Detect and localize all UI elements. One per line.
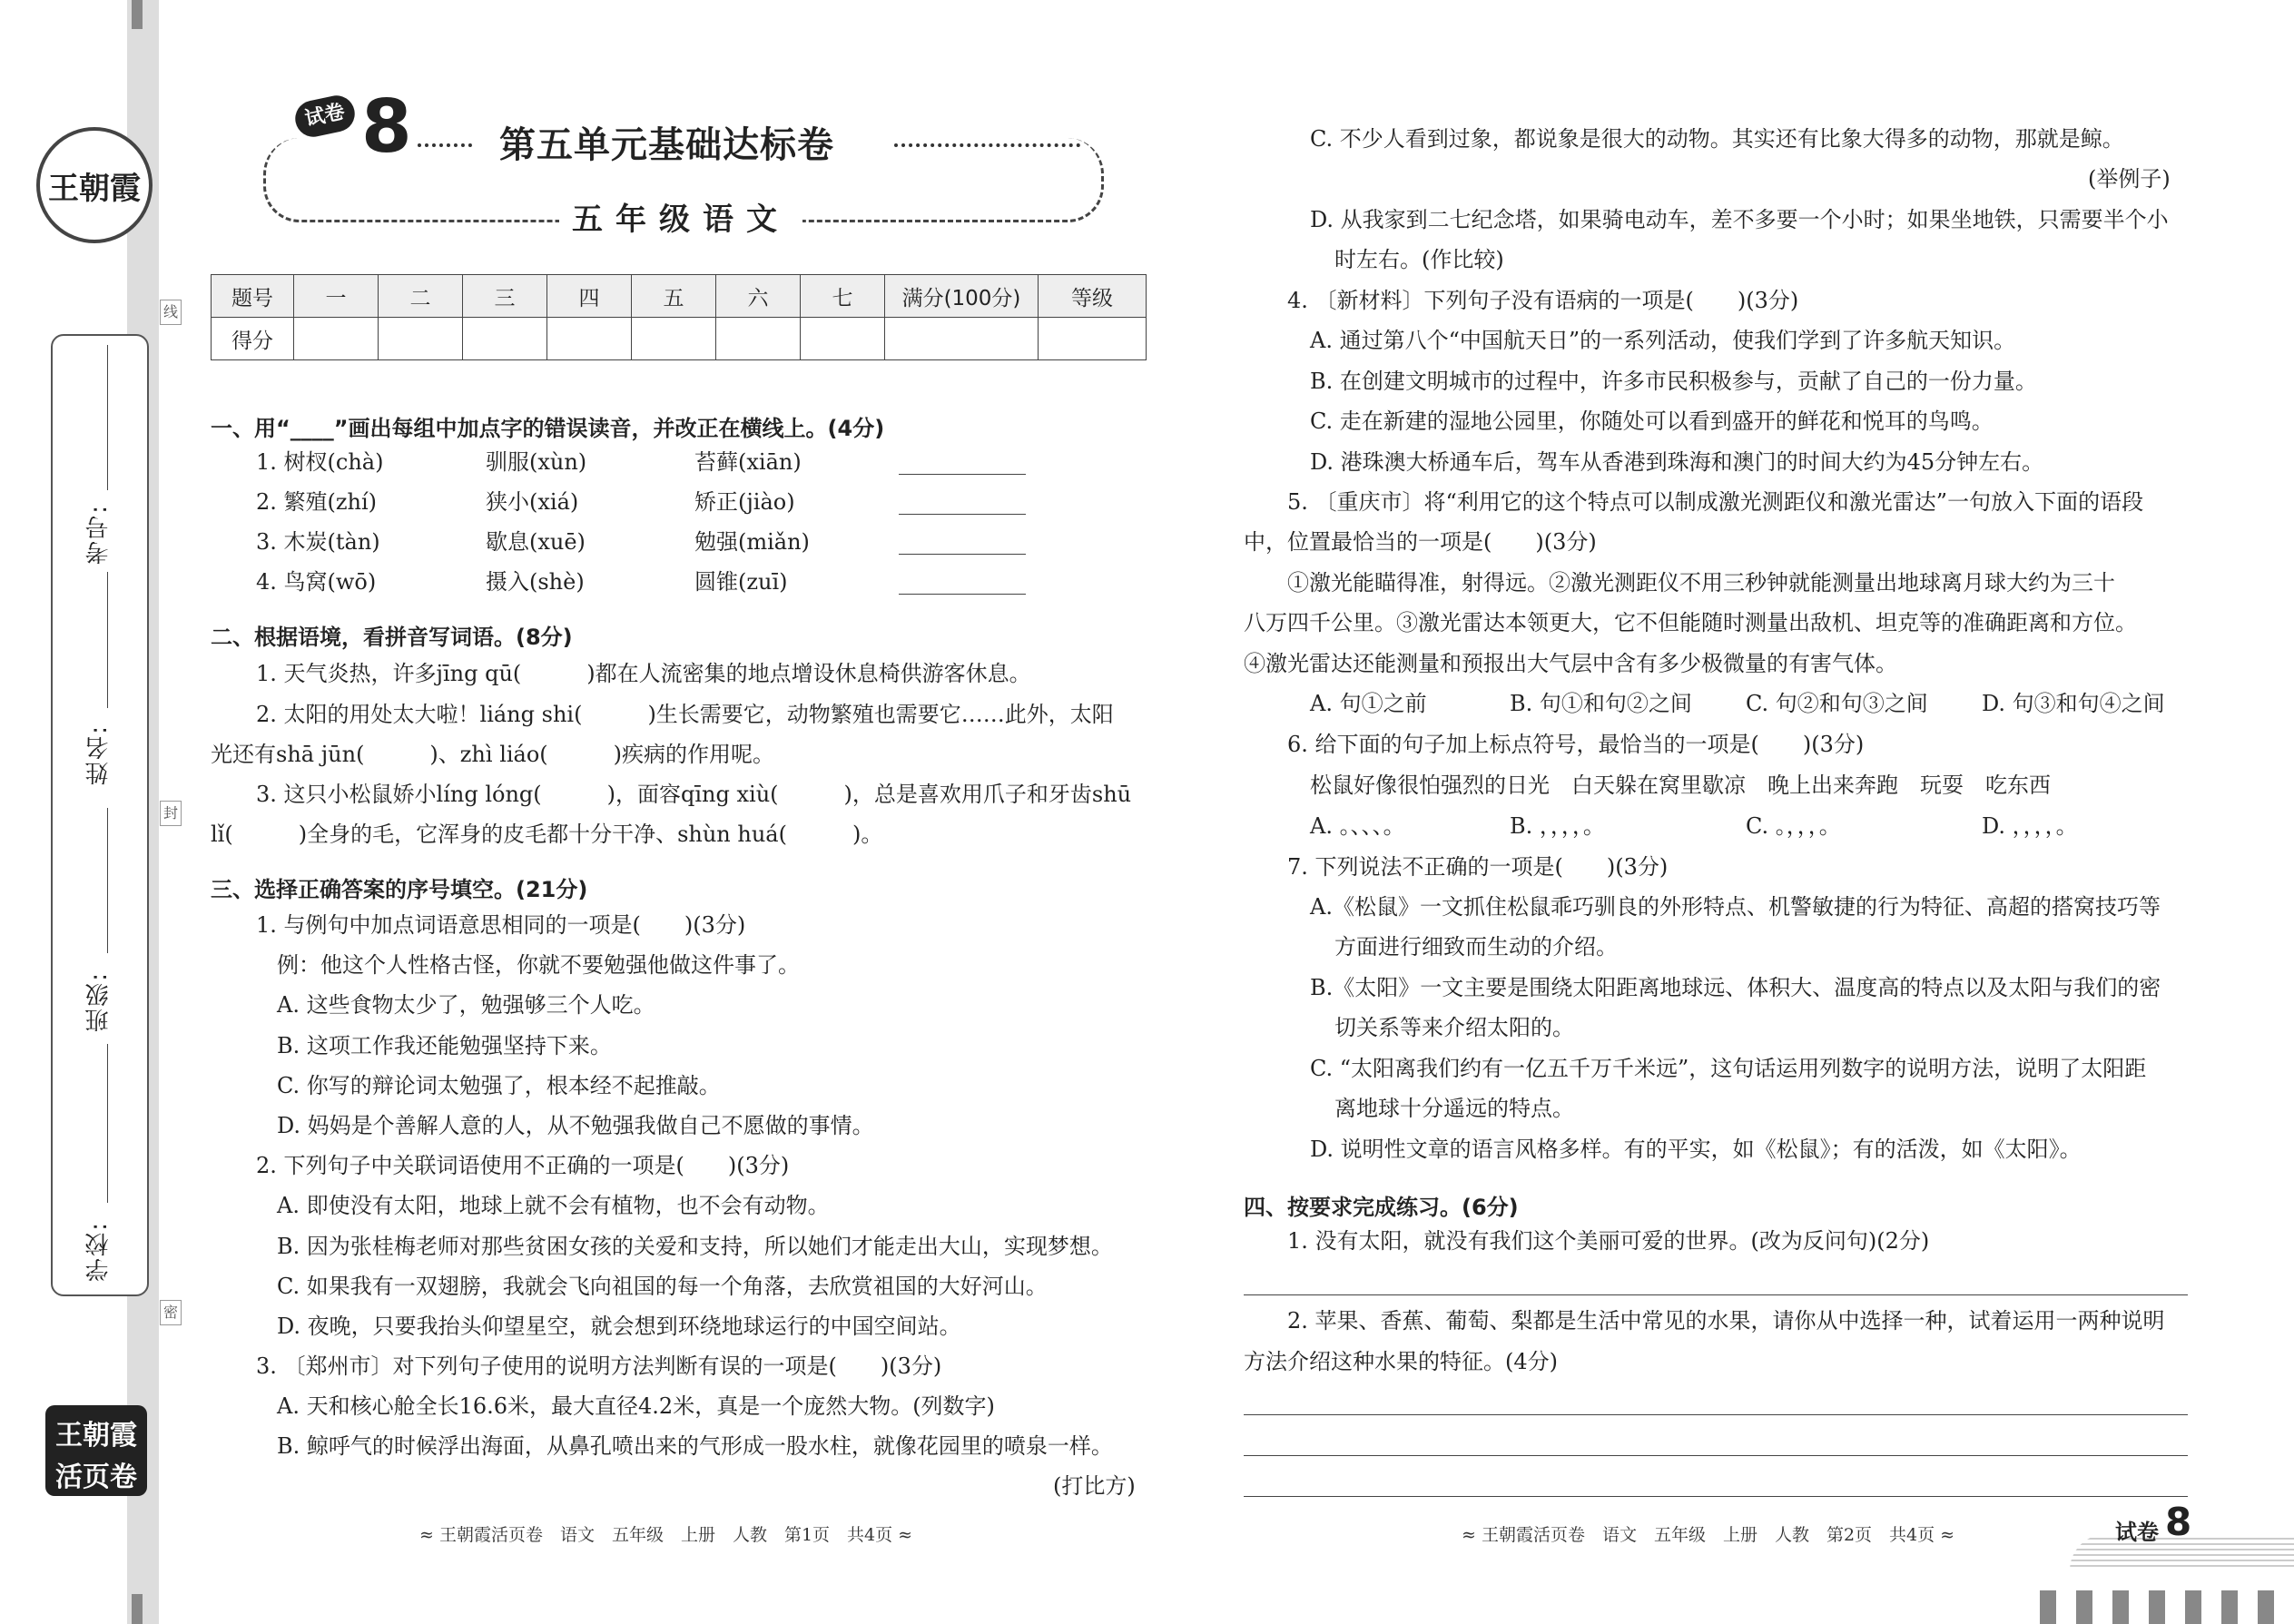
s3-line: B. 这项工作我还能勉强坚持下来。 <box>277 1033 612 1058</box>
brand-series: 活页卷 <box>55 1462 137 1493</box>
answer-line[interactable] <box>1244 1496 2188 1497</box>
score-input-cell[interactable] <box>885 318 1039 360</box>
r-line: 中，位置最恰当的一项是( )(3分) <box>1244 529 1597 555</box>
score-header-row <box>212 275 1147 318</box>
s2-line: lǐ( )全身的毛，它浑身的皮毛都十分干净、shùn huá( )。 <box>211 822 883 847</box>
s1-item: 1. 树杈(chà) <box>256 449 384 475</box>
s1-item: 狭小(xiá) <box>486 489 579 515</box>
name-line <box>107 572 108 708</box>
section-1-title: 一、用“____”画出每组中加点字的错误读音，并改正在横线上。(4分) <box>211 416 885 441</box>
title-dots-left <box>418 143 472 147</box>
r-line: ④激光雷达还能测量和预报出大气层中含有多少极微量的有害气体。 <box>1244 651 1897 676</box>
section-4-title: 四、按要求完成练习。(6分) <box>1244 1195 1519 1220</box>
answer-line[interactable] <box>1244 1414 2188 1415</box>
cell-header: 六 <box>716 275 801 318</box>
q6-option-b: B. ，，，，。 <box>1510 813 1605 839</box>
paper-number: 8 <box>361 84 412 169</box>
cell-header: 三 <box>463 275 547 318</box>
cell-header: 一 <box>294 275 379 318</box>
cell-header: 五 <box>632 275 716 318</box>
r-line: 7. 下列说法不正确的一项是( )(3分) <box>1287 854 1669 880</box>
r-line: 松鼠好像很怕强烈的日光 白天躲在窝里歇凉 晚上出来奔跑 玩耍 吃东西 <box>1310 773 2051 798</box>
margin-bottom-bar <box>132 1594 143 1624</box>
s1-item: 4. 鸟窝(wō) <box>256 569 377 595</box>
answer-blank[interactable] <box>899 594 1026 595</box>
cell-header: 题号 <box>212 275 294 318</box>
answer-blank[interactable] <box>899 474 1026 475</box>
cell-score-label: 得分 <box>212 318 294 360</box>
s3-line: 例：他这个人性格古怪，你就不要勉强他做这件事了。 <box>277 952 800 978</box>
r-line: C. 走在新建的湿地公园里，你随处可以看到盛开的鲜花和悦耳的鸟鸣。 <box>1310 408 1994 434</box>
cell-header: 满分(100分) <box>885 275 1039 318</box>
s3-line: 2. 下列句子中关联词语使用不正确的一项是( )(3分) <box>256 1153 790 1178</box>
bind-mark-line: 线 <box>160 300 182 325</box>
s3-line: D. 夜晚，只要我抬头仰望星空，就会想到环绕地球运行的中国空间站。 <box>277 1314 961 1339</box>
score-input-cell[interactable] <box>294 318 379 360</box>
subtitle-text: 五年级语文 <box>559 202 802 238</box>
s3-line: A. 天和核心舱全长16.6米，最大直径4.2米，真是一个庞然大物。(列数字) <box>277 1393 995 1419</box>
s3-line: 1. 与例句中加点词语意思相同的一项是( )(3分) <box>256 912 746 938</box>
cell-header: 四 <box>547 275 632 318</box>
r-line: (举例子) <box>2088 166 2171 192</box>
bind-mark-seal: 封 <box>160 801 182 826</box>
title-dots-right <box>894 143 1080 147</box>
s3-line: C. 你写的辩论词太勉强了，根本经不起推敲。 <box>277 1073 721 1098</box>
corner-stripe <box>2076 1590 2092 1624</box>
r-line: B. 在创建文明城市的过程中，许多市民积极参与，贡献了自己的一份力量。 <box>1310 369 2037 394</box>
s3-line: B. 鲸呼气的时候浮出海面，从鼻孔喷出来的气形成一股水柱，就像花园里的喷泉一样。 <box>277 1433 1113 1459</box>
q6-option-d: D. ，，，，。 <box>1982 813 2078 839</box>
r-line: 时左右。(作比较) <box>1334 247 1504 272</box>
school-line <box>107 1044 108 1203</box>
s3-line: 3. 〔郑州市〕对下列句子使用的说明方法判断有误的一项是( )(3分) <box>256 1353 942 1379</box>
exam-number-line <box>107 345 108 490</box>
r-line: 2. 苹果、香蕉、葡萄、梨都是生活中常见的水果，请你从中选择一种，试着运用一两种说明 <box>1287 1308 2165 1334</box>
section-2-title: 二、根据语境，看拼音写词语。(8分) <box>211 625 573 650</box>
logo-text: 王朝霞 <box>48 170 141 207</box>
s2-line: 2. 太阳的用处太大啦！liáng shi( )生长需要它，动物繁殖也需要它……此外，太阳 <box>256 702 1114 727</box>
brand-logo-bottom <box>45 1405 147 1496</box>
footer-page-1: ≈ 王朝霞活页卷 语文 五年级 上册 人教 第1页 共4页 ≈ <box>419 1525 913 1545</box>
cell-header: 等级 <box>1039 275 1147 318</box>
corner-stripe <box>2258 1590 2274 1624</box>
label-school: 学校: <box>85 1221 113 1282</box>
s1-item: 2. 繁殖(zhí) <box>256 489 378 515</box>
s1-item: 歇息(xuē) <box>486 529 586 555</box>
page-title: 第五单元基础达标卷 <box>499 124 834 166</box>
q6-option-c: C. 。，，，。 <box>1746 813 1841 839</box>
r-line: 八万四千公里。③激光雷达本领更大，它不但能随时测量出敌机、坦克等的准确距离和方位。 <box>1244 610 2137 635</box>
q5-option-a: A. 句①之前 <box>1310 691 1427 716</box>
score-value-row <box>212 318 1147 360</box>
corner-number: 8 <box>2165 1500 2192 1544</box>
r-line: 离地球十分遥远的特点。 <box>1334 1096 1574 1121</box>
r-line: ①激光能瞄得准，射得远。②激光测距仪不用三秒钟就能测量出地球离月球大约为三十 <box>1287 570 2115 595</box>
answer-line[interactable] <box>1244 1455 2188 1456</box>
r-line: 6. 给下面的句子加上标点符号，最恰当的一项是( )(3分) <box>1287 732 1865 757</box>
score-input-cell[interactable] <box>379 318 463 360</box>
r-line: D. 港珠澳大桥通车后，驾车从香港到珠海和澳门的时间大约为45分钟左右。 <box>1310 449 2044 475</box>
s3-line: B. 因为张桂梅老师对那些贫困女孩的关爱和支持，所以她们才能走出大山，实现梦想。 <box>277 1234 1113 1259</box>
cell-header: 七 <box>801 275 885 318</box>
label-class: 班级: <box>85 971 113 1032</box>
s2-line: 光还有shā jūn( )、zhì liáo( )疾病的作用呢。 <box>211 742 775 767</box>
footer-page-2: ≈ 王朝霞活页卷 语文 五年级 上册 人教 第2页 共4页 ≈ <box>1462 1525 1955 1545</box>
s2-line: 3. 这只小松鼠娇小líng lóng( )，面容qīng xiù( )，总是喜欢用爪子和牙齿shū <box>256 782 1132 807</box>
s3-line: D. 妈妈是个善解人意的人，从不勉强我做自己不愿做的事情。 <box>277 1113 874 1138</box>
s1-item: 3. 木炭(tàn) <box>256 529 380 555</box>
page-subtitle <box>0 194 1362 239</box>
score-input-cell[interactable] <box>632 318 716 360</box>
r-line: D. 从我家到二七纪念塔，如果骑电动车，差不多要一个小时；如果坐地铁，只需要半个小 <box>1310 207 2169 232</box>
q5-option-d: D. 句③和句④之间 <box>1982 691 2165 716</box>
r-line: A. 通过第八个“中国航天日”的一系列活动，使我们学到了许多航天知识。 <box>1310 328 2016 353</box>
r-line: C. 不少人看到过象，都说象是很大的动物。其实还有比象大得多的动物，那就是鲸。 <box>1310 126 2124 152</box>
s1-item: 摄入(shè) <box>486 569 585 595</box>
r-line: 切关系等来介绍太阳的。 <box>1334 1015 1574 1040</box>
corner-stripe <box>2112 1590 2129 1624</box>
s3-line: (打比方) <box>1053 1473 1136 1499</box>
corner-stripe <box>2185 1590 2201 1624</box>
r-line: 方法介绍这种水果的特征。(4分) <box>1244 1349 1558 1374</box>
r-line: A.《松鼠》一文抓住松鼠乖巧驯良的外形特点、机警敏捷的行为特征、高超的搭窝技巧等 <box>1310 894 2161 920</box>
bind-mark-secret: 密 <box>160 1300 182 1325</box>
class-line <box>107 808 108 953</box>
label-exam-number: 考号: <box>85 504 113 565</box>
q6-option-a: A. 。、、、。 <box>1310 813 1405 839</box>
score-table <box>211 274 1147 360</box>
corner-stripe <box>2040 1590 2056 1624</box>
s1-item: 矫正(jiào) <box>694 489 795 515</box>
s1-item: 勉强(miǎn) <box>694 529 810 555</box>
corner-badge: 试卷 <box>2115 1520 2159 1545</box>
s3-line: A. 这些食物太少了，勉强够三个人吃。 <box>277 992 655 1018</box>
score-input-cell[interactable] <box>463 318 547 360</box>
r-line: 5. 〔重庆市〕将“利用它的这个特点可以制成激光测距仪和激光雷达”一句放入下面的语段 <box>1287 489 2144 515</box>
answer-blank[interactable] <box>899 514 1026 515</box>
q5-option-b: B. 句①和句②之间 <box>1510 691 1692 716</box>
s1-item: 苔藓(xiān) <box>694 449 802 475</box>
r-line: 1. 没有太阳，就没有我们这个美丽可爱的世界。(改为反问句)(2分) <box>1287 1228 1930 1254</box>
s3-line: C. 如果我有一双翅膀，我就会飞向祖国的每一个角落，去欣赏祖国的大好河山。 <box>277 1274 1048 1299</box>
r-line: B.《太阳》一文主要是围绕太阳距离地球远、体积大、温度高的特点以及太阳与我们的密 <box>1310 975 2161 1000</box>
answer-blank[interactable] <box>899 554 1026 555</box>
score-input-cell[interactable] <box>1039 318 1147 360</box>
q5-option-c: C. 句②和句③之间 <box>1746 691 1928 716</box>
student-info-box <box>51 334 149 1296</box>
s1-item: 驯服(xùn) <box>486 449 587 475</box>
r-line: 4. 〔新材料〕下列句子没有语病的一项是( )(3分) <box>1287 288 1799 313</box>
paper-badge: 试卷 <box>292 93 359 141</box>
r-line: C. “太阳离我们约有一亿五千万千米远”，这句话运用列数字的说明方法，说明了太阳距 <box>1310 1056 2147 1081</box>
answer-line[interactable] <box>1244 1294 2188 1295</box>
label-name: 姓名: <box>85 724 113 785</box>
corner-stripe <box>2149 1590 2165 1624</box>
section-3-title: 三、选择正确答案的序号填空。(21分) <box>211 877 588 902</box>
margin-top-bar <box>132 0 143 29</box>
s1-item: 圆锥(zuī) <box>694 569 788 595</box>
cell-header: 二 <box>379 275 463 318</box>
score-input-cell[interactable] <box>547 318 632 360</box>
corner-stripe <box>2221 1590 2238 1624</box>
r-line: 方面进行细致而生动的介绍。 <box>1334 934 1618 960</box>
score-input-cell[interactable] <box>716 318 801 360</box>
r-line: D. 说明性文章的语言风格多样。有的平实，如《松鼠》；有的活泼，如《太阳》。 <box>1310 1137 2082 1162</box>
brand-name: 王朝霞 <box>55 1420 137 1452</box>
s3-line: A. 即使没有太阳，地球上就不会有植物，也不会有动物。 <box>277 1193 830 1218</box>
score-input-cell[interactable] <box>801 318 885 360</box>
s2-line: 1. 天气炎热，许多jīng qū( )都在人流密集的地点增设休息椅供游客休息。 <box>256 661 1031 686</box>
